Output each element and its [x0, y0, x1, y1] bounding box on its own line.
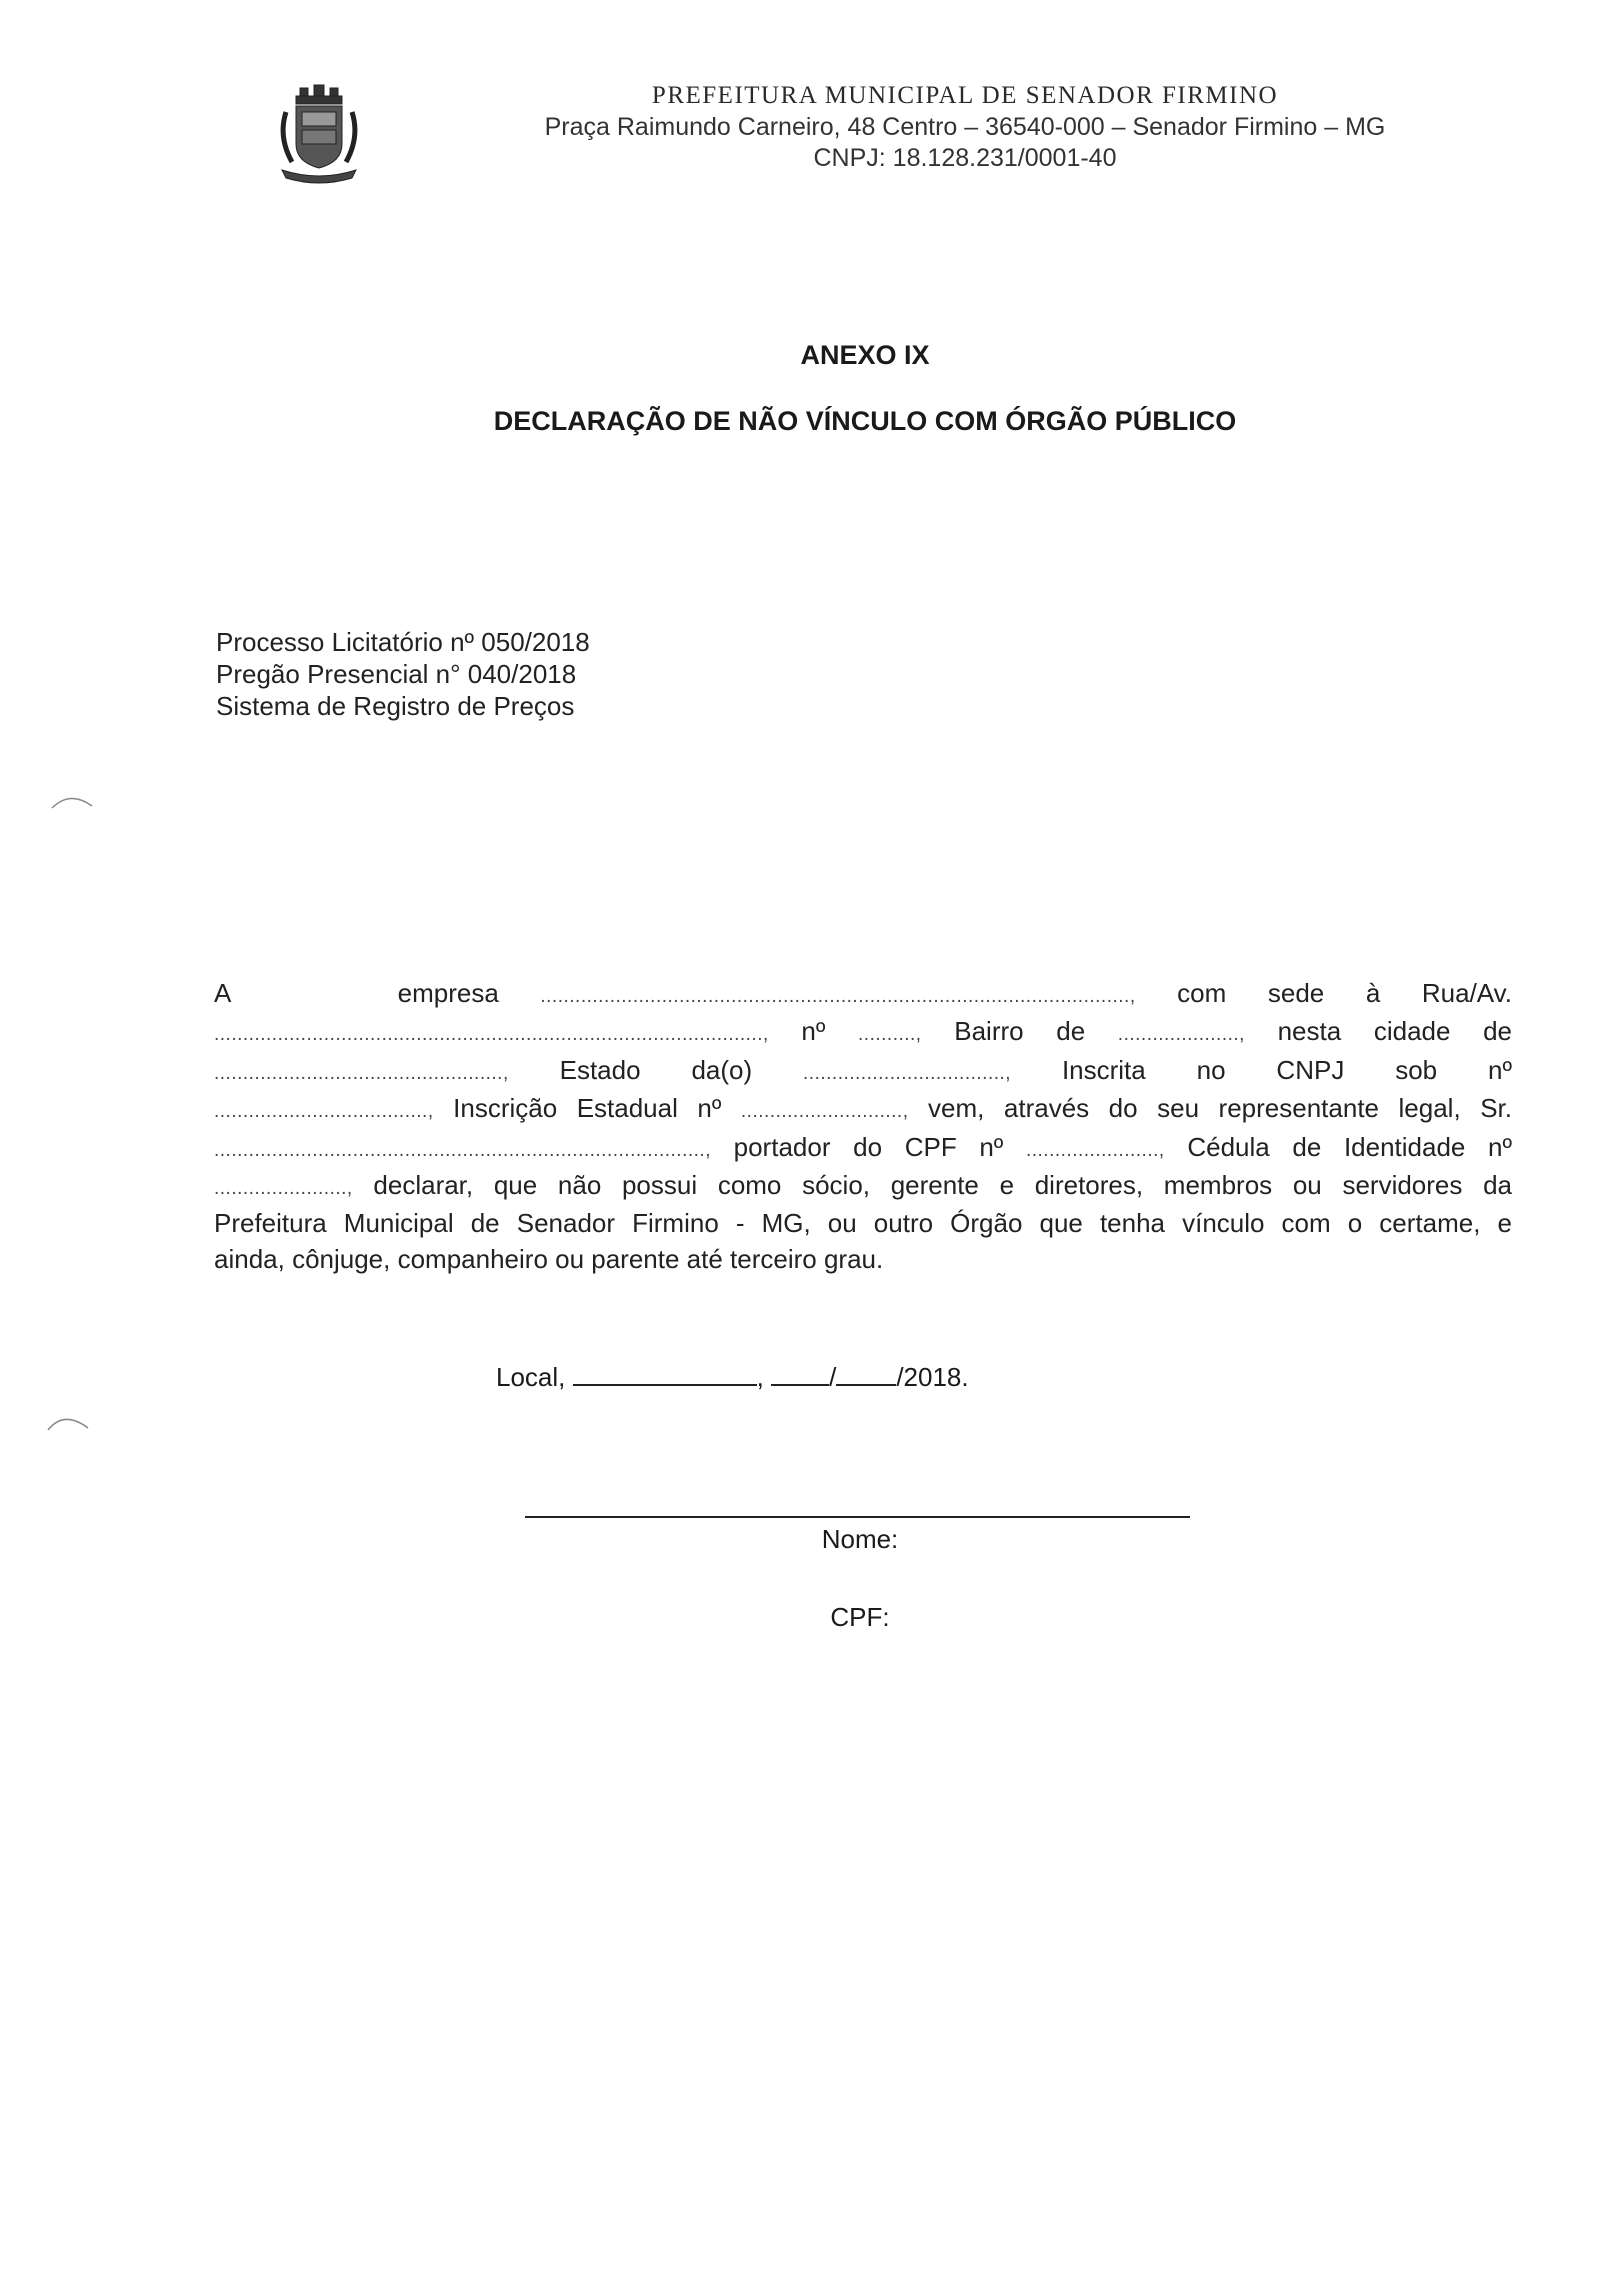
blank-cpf: ......................., [1025, 1139, 1165, 1161]
body-line-2: ..............................................................................................., nº .........., Bairro de ....................., nesta cidade de [214, 1016, 1513, 1047]
month-blank [836, 1362, 896, 1386]
process-number: Processo Licitatório nº 050/2018 [216, 627, 590, 657]
body-line-8: ainda, cônjuge, companheiro ou parente até terceiro grau. [214, 1243, 884, 1274]
blank-street: ..............................................................................................., [214, 1024, 769, 1046]
body-line-3: .................................................., Estado da(o) ..................................., Inscrita no CNPJ sob nº [214, 1054, 1512, 1085]
declaration-title: DECLARAÇÃO DE NÃO VÍNCULO COM ÓRGÃO PÚBLICO [493, 406, 1237, 436]
blank-state: ..................................., [803, 1062, 1012, 1084]
institution-address: Praça Raimundo Carneiro, 48 Centro – 36540-000 – Senador Firmino – MG [544, 113, 1386, 141]
signature-cpf-label: CPF: [830, 1602, 890, 1632]
body-line-6: ......................., declarar, que não possui como sócio, gerente e diretores, membros ou servidores da [214, 1170, 1512, 1201]
blank-identity: ......................., [214, 1178, 353, 1200]
declaration-body [214, 976, 1512, 1277]
blank-representative: ....................................................................................., [214, 1139, 711, 1161]
day-blank [771, 1362, 829, 1386]
blank-company: ......................................................................................................, [540, 986, 1136, 1007]
year-suffix: /2018. [896, 1362, 969, 1392]
signature-line [525, 1516, 1190, 1518]
scan-mark [48, 790, 98, 814]
body-line-5: ....................................................................................., portador do CPF nº ......................., Cédula de Identidade nº [214, 1131, 1512, 1162]
blank-bairro: ....................., [1117, 1024, 1245, 1046]
blank-city: .................................................., [214, 1062, 509, 1084]
pregao-number: Pregão Presencial n° 040/2018 [216, 659, 577, 689]
blank-cnpj: ....................................., [214, 1101, 434, 1123]
signature-name-label: Nome: [821, 1524, 899, 1554]
local-label: Local, [496, 1362, 566, 1392]
institution-cnpj: CNPJ: 18.128.231/0001-40 [813, 144, 1117, 172]
annex-title: ANEXO IX [800, 340, 930, 370]
municipal-coat-of-arms-icon [272, 82, 366, 192]
body-line-7: Prefeitura Municipal de Senador Firmino - MG, ou outro Órgão que tenha vínculo com o certame, e [214, 1208, 1512, 1239]
body-line-1: A empresa ......................................................................................................, com sede à Rua/Av. [214, 978, 1512, 1008]
institution-name: PREFEITURA MUNICIPAL DE SENADOR FIRMINO [651, 82, 1279, 109]
blank-number: .........., [858, 1024, 922, 1046]
registry-system: Sistema de Registro de Preços [216, 691, 575, 721]
scan-mark [44, 1408, 94, 1436]
body-line-4: ....................................., Inscrição Estadual nº ............................, vem, através do seu representante legal, Sr. [214, 1093, 1512, 1124]
blank-state-registration: ............................, [740, 1101, 909, 1123]
local-blank [573, 1362, 757, 1386]
date-line: Local, , / /2018. [496, 1362, 969, 1392]
